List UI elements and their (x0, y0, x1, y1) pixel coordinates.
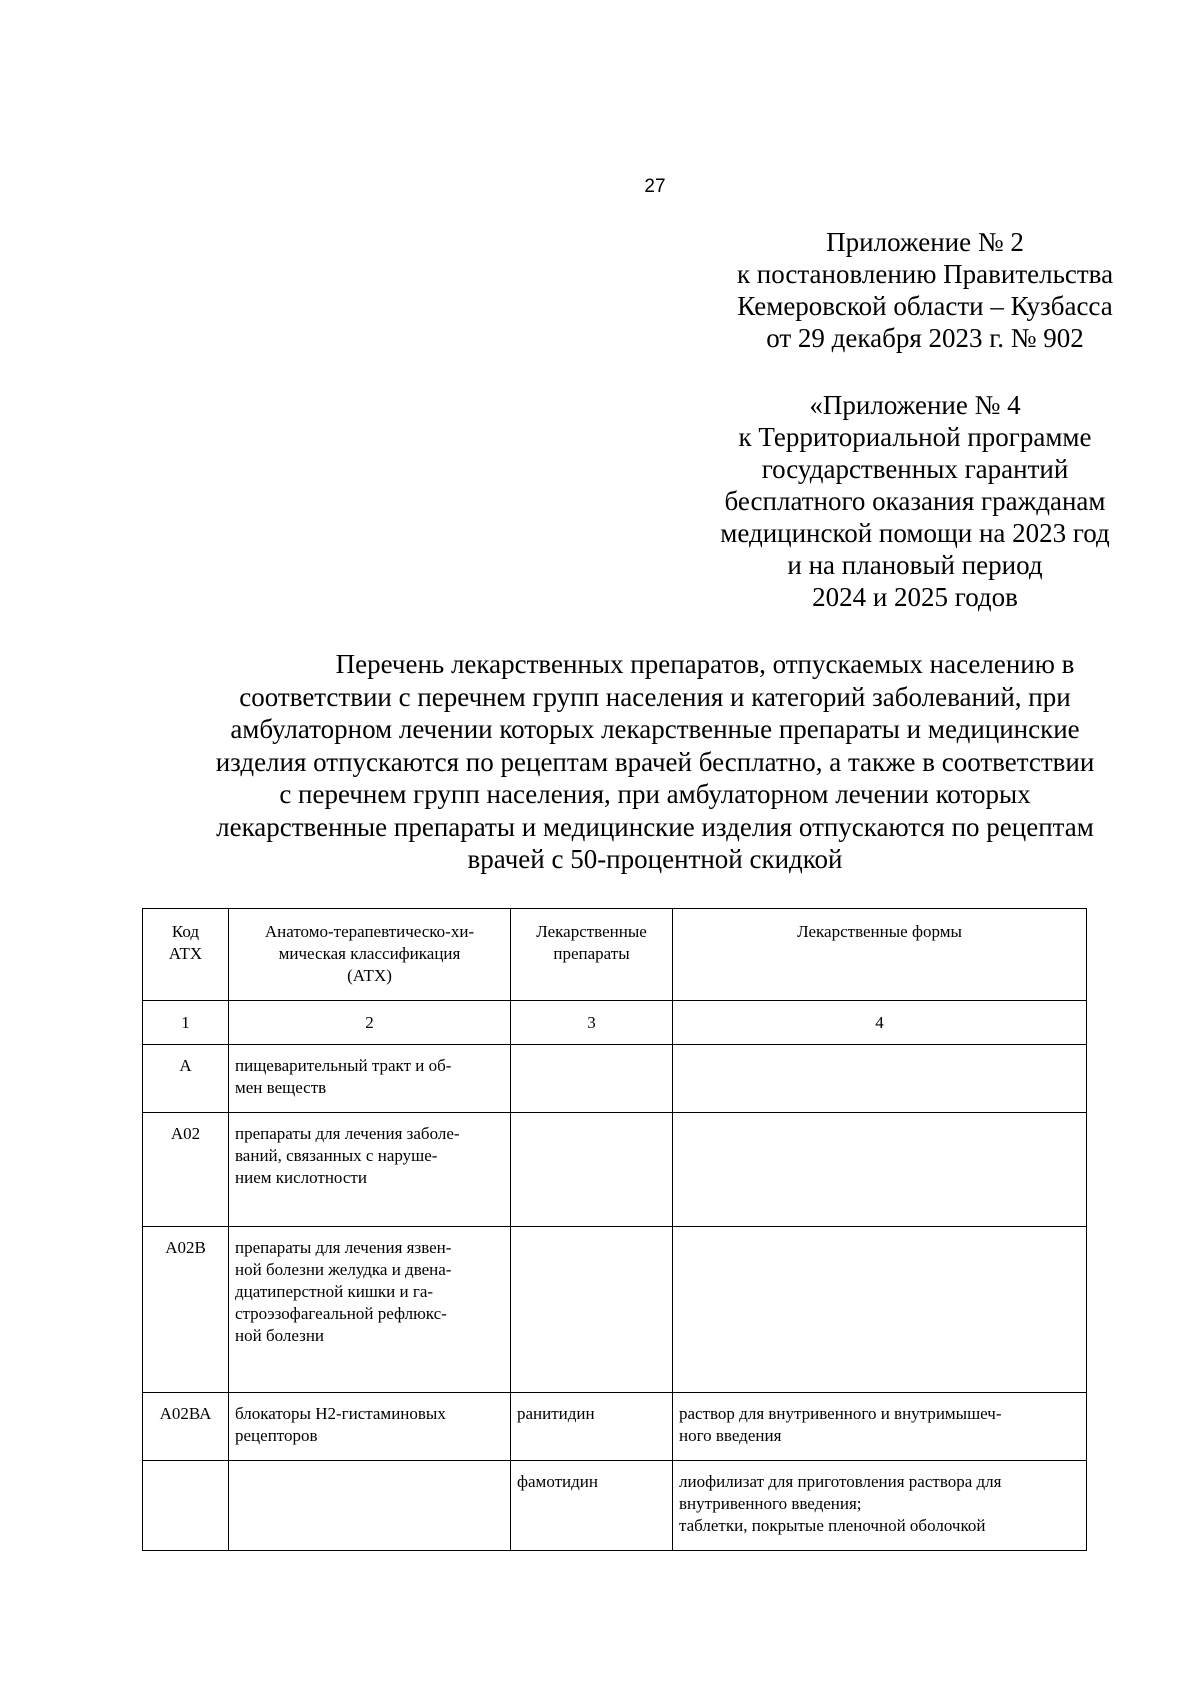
appendix-4-line: 2024 и 2025 годов (812, 582, 1018, 612)
column-number: 1 (143, 1001, 229, 1045)
atc-code (143, 1461, 229, 1551)
column-number: 3 (511, 1001, 673, 1045)
table-row (143, 1461, 1087, 1551)
drug-forms: раствор для внутривенного и внутримышеч- ного введения (673, 1393, 1087, 1461)
appendix-4-block (690, 389, 1140, 613)
page-number: 27 (644, 176, 666, 197)
table-header-row (143, 909, 1087, 1001)
atc-code: А02В (143, 1227, 229, 1393)
header-cell-forms: Лекарственные формы (673, 909, 1087, 1001)
header-cell-code: Код АТХ (143, 909, 229, 1001)
appendix-2-line: от 29 декабря 2023 г. № 902 (766, 323, 1084, 353)
table-number-row (143, 1001, 1087, 1045)
column-number: 4 (673, 1001, 1087, 1045)
title-line: Перечень лекарственных препаратов, отпускаемых населению в (335, 649, 1075, 679)
atc-code: А02 (143, 1113, 229, 1227)
drug-table (142, 908, 1087, 1551)
title-line: изделия отпускаются по рецептам врачей бесплатно, а также в соответствии (215, 746, 1095, 777)
header-cell-drugs: Лекарственные препараты (511, 909, 673, 1001)
appendix-2-line: к постановлению Правительства (736, 259, 1114, 289)
drug-name (511, 1113, 673, 1227)
atc-classification: препараты для лечения заболе- ваний, связанных с наруше- нием кислотности (229, 1113, 511, 1227)
title-line: лекарственные препараты и медицинские изделия отпускаются по рецептам (216, 811, 1094, 842)
appendix-4-line: «Приложение № 4 (809, 390, 1021, 420)
title-line: врачей с 50-процентной скидкой (467, 844, 843, 874)
drug-name: ранитидин (511, 1393, 673, 1461)
drug-forms (673, 1113, 1087, 1227)
table-row (143, 1113, 1087, 1227)
title-line: с перечнем групп населения, при амбулаторном лечении которых (279, 779, 1031, 809)
title-line: амбулаторном лечении которых лекарственные препараты и медицинские (230, 714, 1080, 744)
appendix-4-line: государственных гарантий (761, 454, 1069, 484)
atc-classification (229, 1461, 511, 1551)
drug-name (511, 1227, 673, 1393)
atc-code: А02ВА (143, 1393, 229, 1461)
appendix-2-line: Приложение № 2 (826, 227, 1024, 257)
appendix-4-line: к Территориальной программе (738, 422, 1092, 452)
header-cell-classification: Анатомо-терапевтическо-хи- мическая классификация (АТХ) (229, 909, 511, 1001)
appendix-4-line: бесплатного оказания гражданам (724, 486, 1106, 516)
title-line: соответствии с перечнем групп населения и категорий заболеваний, при (239, 681, 1071, 712)
table-row (143, 1227, 1087, 1393)
appendix-4-line: медицинской помощи на 2023 год (720, 518, 1110, 548)
drug-forms (673, 1045, 1087, 1113)
appendix-2-line: Кемеровской области – Кузбасса (737, 291, 1113, 321)
appendix-2-block (690, 226, 1160, 354)
atc-code: А (143, 1045, 229, 1113)
drug-name: фамотидин (511, 1461, 673, 1551)
drug-name (511, 1045, 673, 1113)
atc-classification: блокаторы Н2-гистаминовых рецепторов (229, 1393, 511, 1461)
document-title (140, 648, 1170, 876)
table-row (143, 1393, 1087, 1461)
drug-forms (673, 1227, 1087, 1393)
column-number: 2 (229, 1001, 511, 1045)
appendix-4-line: и на плановый период (787, 550, 1043, 580)
table-row (143, 1045, 1087, 1113)
atc-classification: пищеварительный тракт и об- мен веществ (229, 1045, 511, 1113)
atc-classification: препараты для лечения язвен- ной болезни желудка и двена- дцатиперстной кишки и га- строэзофагеальной рефлюкс- ной болезни (229, 1227, 511, 1393)
drug-forms: лиофилизат для приготовления раствора для внутривенного введения; таблетки, покрытые пленочной оболочкой (673, 1461, 1087, 1551)
